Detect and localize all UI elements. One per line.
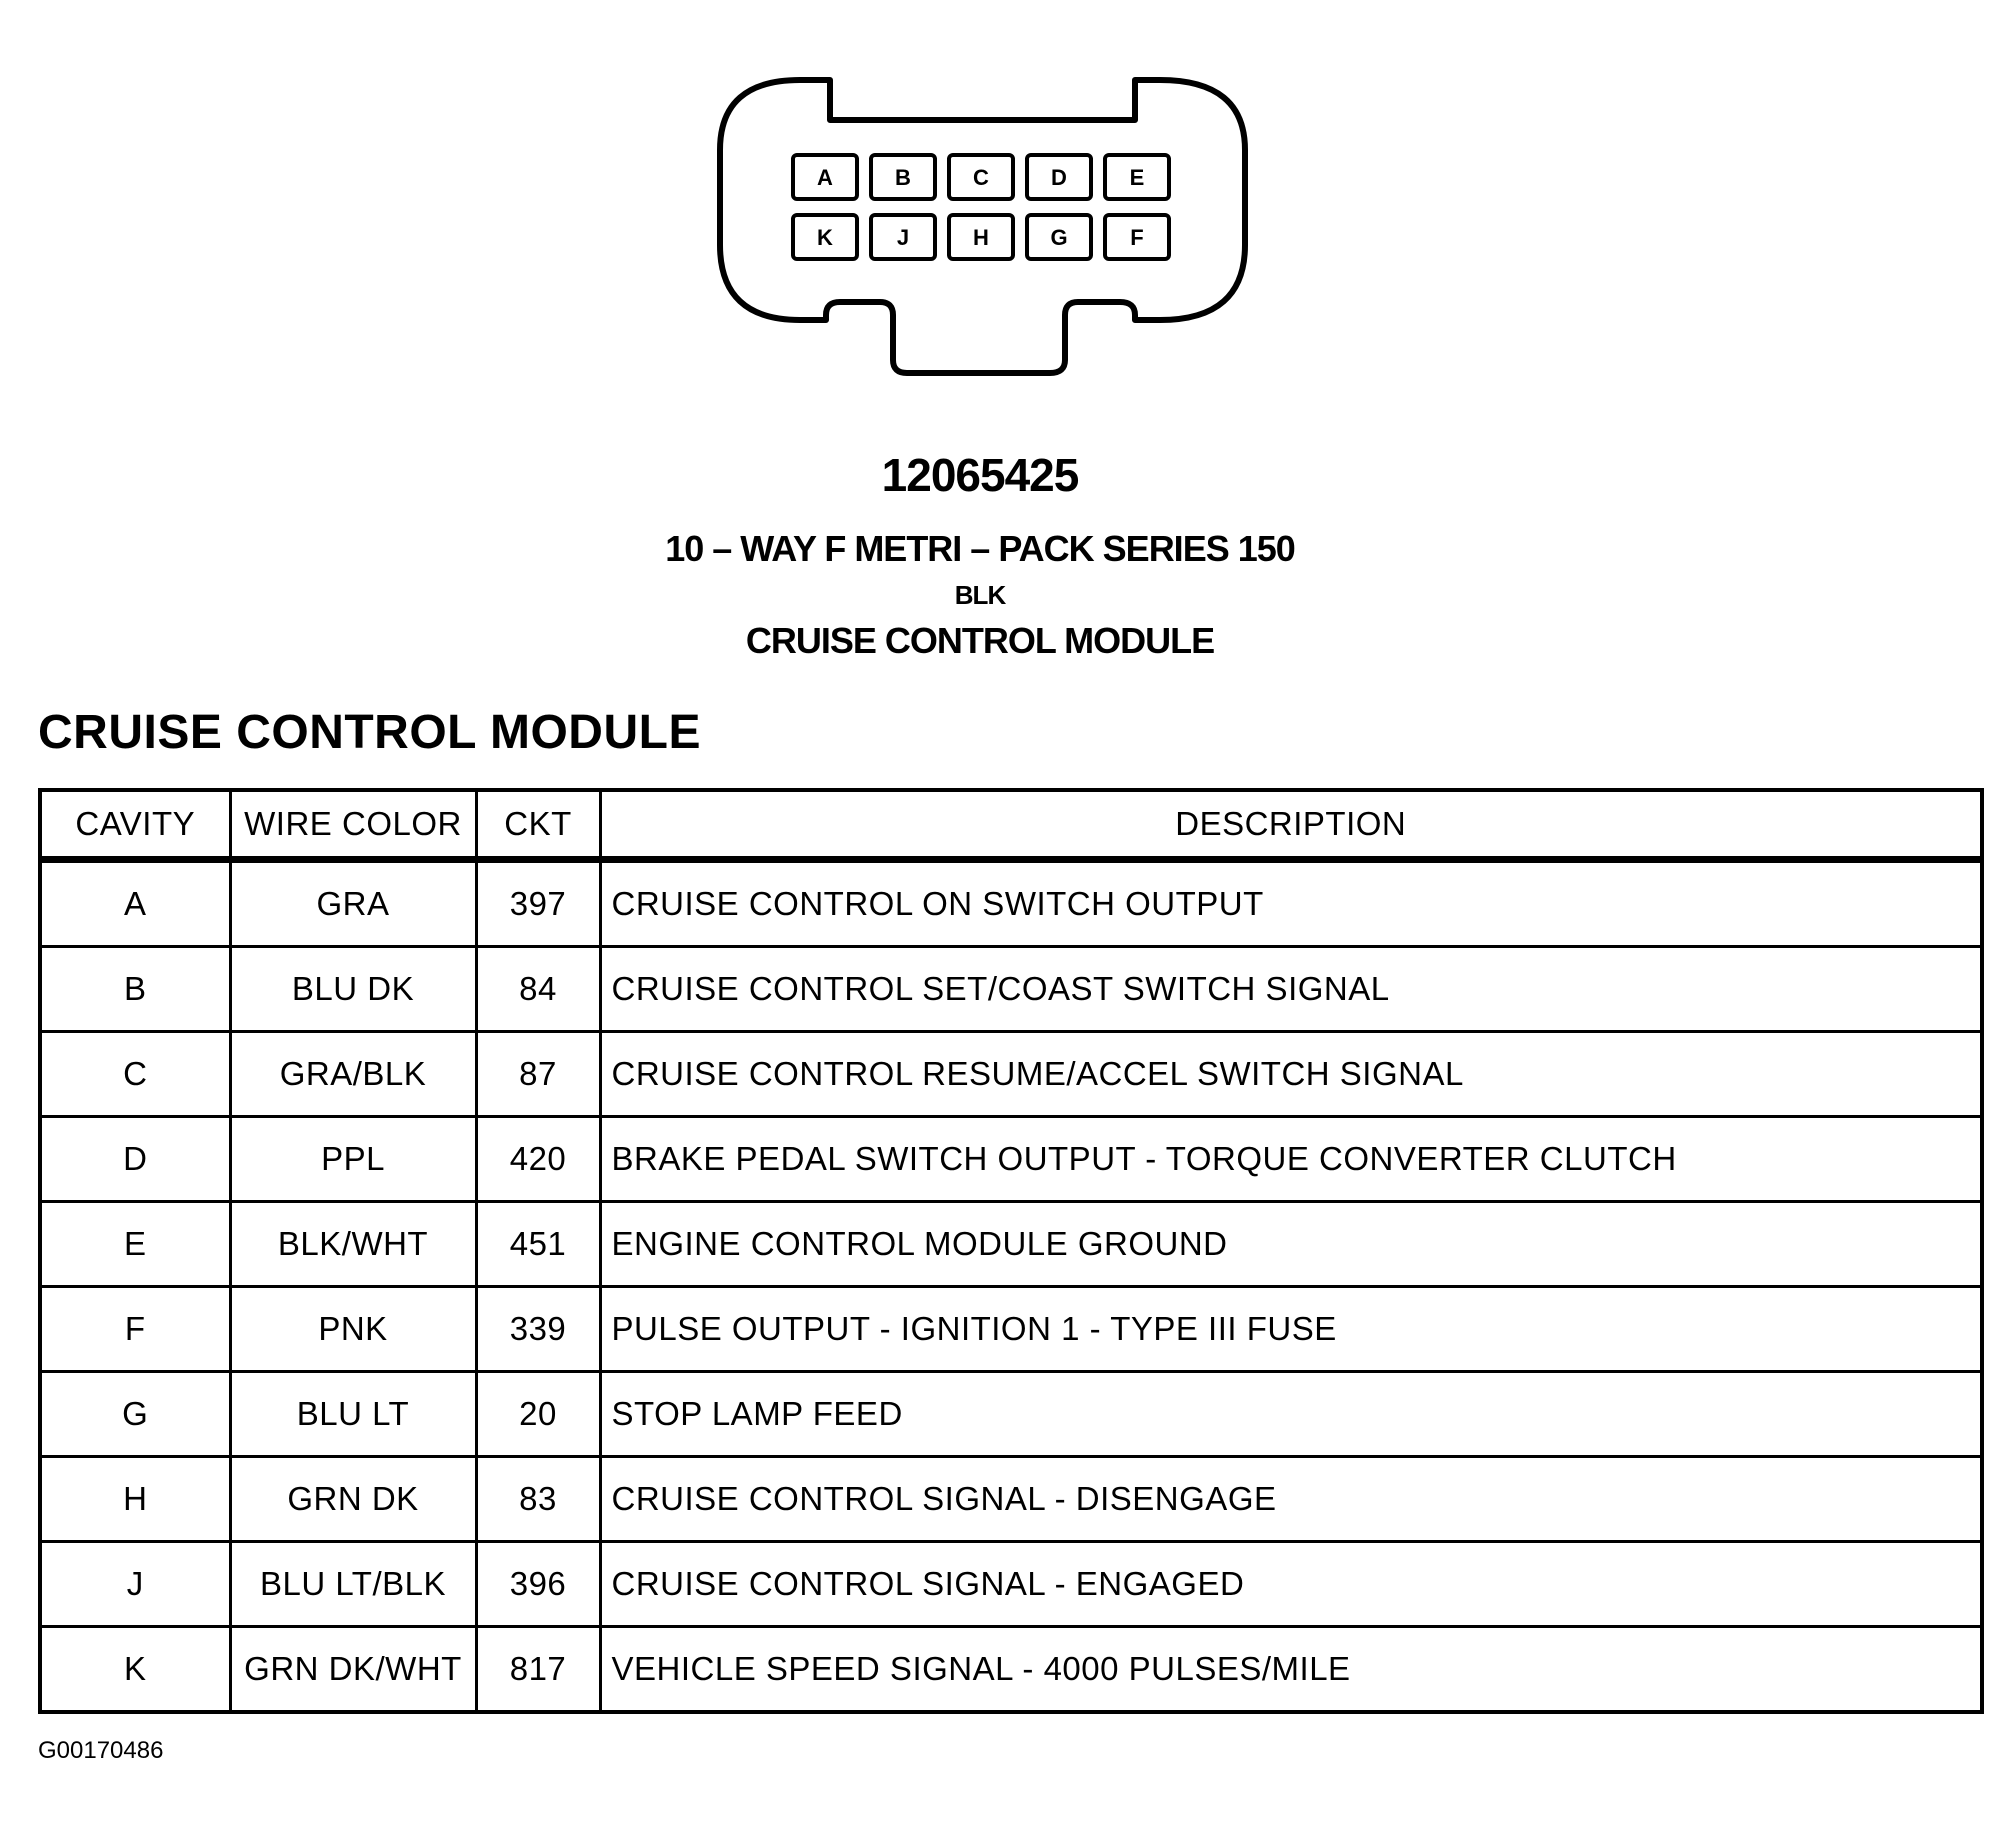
cell-cavity: A bbox=[40, 860, 230, 947]
cell-cavity: C bbox=[40, 1032, 230, 1117]
cell-description: CRUISE CONTROL SIGNAL - DISENGAGE bbox=[600, 1457, 1982, 1542]
cell-cavity: J bbox=[40, 1542, 230, 1627]
cell-cavity: H bbox=[40, 1457, 230, 1542]
cell-cavity: F bbox=[40, 1287, 230, 1372]
pinout-table bbox=[38, 788, 1984, 1714]
cell-wire-color: GRN DK/WHT bbox=[230, 1627, 476, 1713]
cell-wire-color: BLU LT/BLK bbox=[230, 1542, 476, 1627]
cell-ckt: 87 bbox=[476, 1032, 600, 1117]
table-row bbox=[40, 1457, 1982, 1542]
table-row bbox=[40, 947, 1982, 1032]
table-title: CRUISE CONTROL MODULE bbox=[38, 706, 701, 759]
connector-diagram bbox=[0, 0, 2011, 420]
cell-wire-color: GRA bbox=[230, 860, 476, 947]
cell-wire-color: PNK bbox=[230, 1287, 476, 1372]
cell-description: VEHICLE SPEED SIGNAL - 4000 PULSES/MILE bbox=[600, 1627, 1982, 1713]
cell-description: CRUISE CONTROL SIGNAL - ENGAGED bbox=[600, 1542, 1982, 1627]
pin-label-f: F bbox=[1130, 225, 1144, 250]
table-row bbox=[40, 1542, 1982, 1627]
cell-ckt: 20 bbox=[476, 1372, 600, 1457]
table-row bbox=[40, 1287, 1982, 1372]
cell-cavity: E bbox=[40, 1202, 230, 1287]
table-row bbox=[40, 1032, 1982, 1117]
connector-color: BLK bbox=[954, 580, 1006, 610]
cell-wire-color: BLK/WHT bbox=[230, 1202, 476, 1287]
cell-wire-color: BLU LT bbox=[230, 1372, 476, 1457]
cell-ckt: 339 bbox=[476, 1287, 600, 1372]
pinout-body bbox=[40, 860, 1982, 1713]
pin-label-h: H bbox=[973, 225, 989, 250]
header-ckt: CKT bbox=[476, 790, 600, 860]
cell-description: STOP LAMP FEED bbox=[600, 1372, 1982, 1457]
cell-ckt: 420 bbox=[476, 1117, 600, 1202]
pin-label-d: D bbox=[1051, 165, 1067, 190]
cell-description: BRAKE PEDAL SWITCH OUTPUT - TORQUE CONVERTER CLUTCH bbox=[600, 1117, 1982, 1202]
table-row bbox=[40, 1117, 1982, 1202]
header-description: DESCRIPTION bbox=[600, 790, 1982, 860]
cell-ckt: 397 bbox=[476, 860, 600, 947]
cell-cavity: G bbox=[40, 1372, 230, 1457]
pin-label-g: G bbox=[1050, 225, 1068, 250]
cell-cavity: D bbox=[40, 1117, 230, 1202]
cell-cavity: B bbox=[40, 947, 230, 1032]
header-cavity: CAVITY bbox=[40, 790, 230, 860]
table-row bbox=[40, 1202, 1982, 1287]
cell-ckt: 83 bbox=[476, 1457, 600, 1542]
cell-wire-color: GRA/BLK bbox=[230, 1032, 476, 1117]
pin-label-c: C bbox=[973, 165, 989, 190]
cell-ckt: 817 bbox=[476, 1627, 600, 1713]
cell-wire-color: PPL bbox=[230, 1117, 476, 1202]
cell-ckt: 84 bbox=[476, 947, 600, 1032]
pin-label-k: K bbox=[817, 225, 833, 250]
cell-description: ENGINE CONTROL MODULE GROUND bbox=[600, 1202, 1982, 1287]
cell-description: CRUISE CONTROL RESUME/ACCEL SWITCH SIGNAL bbox=[600, 1032, 1982, 1117]
figure-id: G00170486 bbox=[38, 1737, 164, 1764]
part-number: 12065425 bbox=[881, 449, 1079, 501]
cell-description: CRUISE CONTROL SET/COAST SWITCH SIGNAL bbox=[600, 947, 1982, 1032]
pin-label-a: A bbox=[817, 165, 833, 190]
pin-label-e: E bbox=[1129, 165, 1145, 190]
header-row bbox=[40, 790, 1982, 860]
cell-ckt: 451 bbox=[476, 1202, 600, 1287]
pin-grid bbox=[793, 155, 1169, 259]
connector-name: CRUISE CONTROL MODULE bbox=[745, 620, 1215, 661]
table-row bbox=[40, 1372, 1982, 1457]
pin-label-j: J bbox=[896, 225, 910, 250]
cell-description: PULSE OUTPUT - IGNITION 1 - TYPE III FUSE bbox=[600, 1287, 1982, 1372]
cell-description: CRUISE CONTROL ON SWITCH OUTPUT bbox=[600, 860, 1982, 947]
table-row bbox=[40, 1627, 1982, 1713]
cell-ckt: 396 bbox=[476, 1542, 600, 1627]
cell-cavity: K bbox=[40, 1627, 230, 1713]
cell-wire-color: BLU DK bbox=[230, 947, 476, 1032]
cell-wire-color: GRN DK bbox=[230, 1457, 476, 1542]
pin-label-b: B bbox=[895, 165, 911, 190]
table-row bbox=[40, 860, 1982, 947]
connector-type: 10 – WAY F METRI – PACK SERIES 150 bbox=[665, 528, 1295, 569]
header-wire-color: WIRE COLOR bbox=[230, 790, 476, 860]
